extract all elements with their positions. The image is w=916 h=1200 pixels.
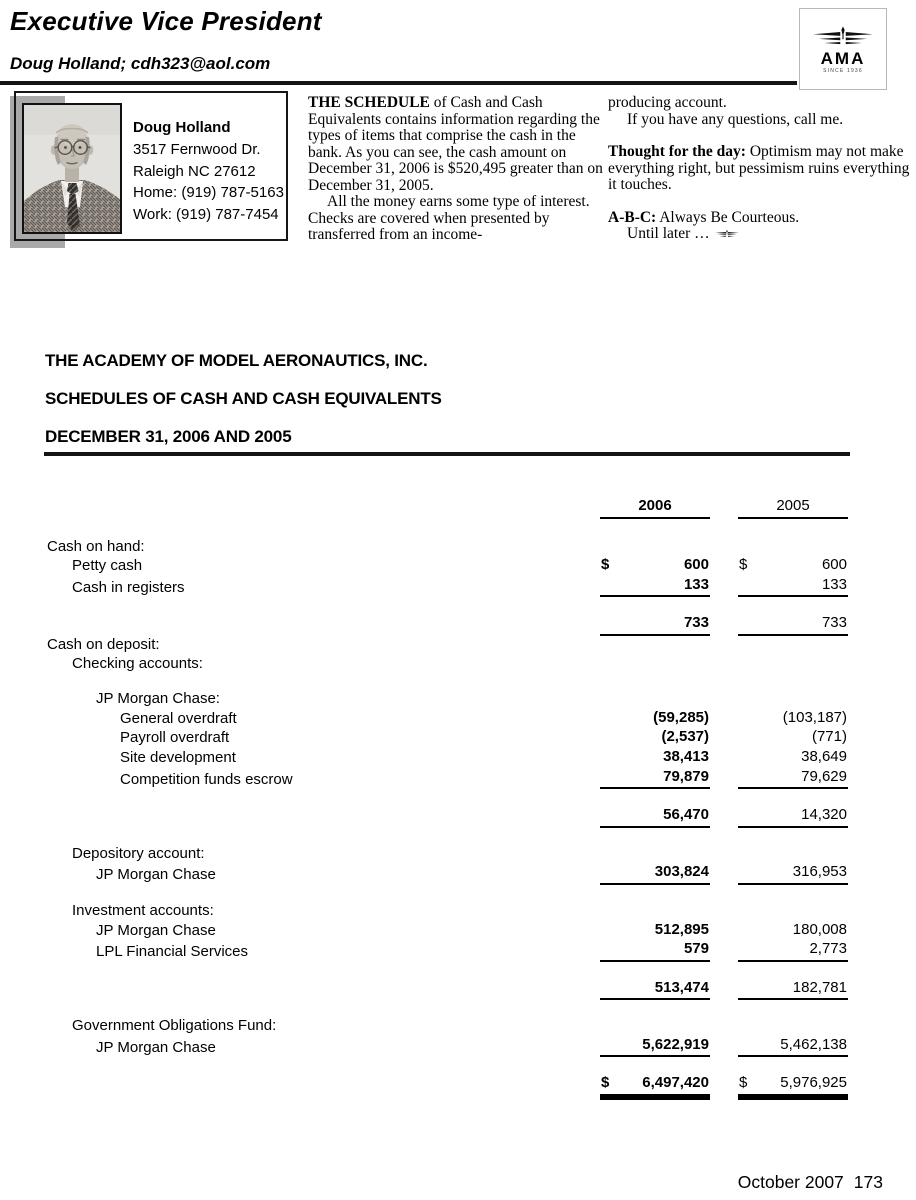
amount-2006: [600, 979, 710, 1001]
article-lead: THE SCHEDULE: [308, 94, 430, 111]
page-title: Executive Vice President: [10, 6, 322, 36]
schedule-row: [47, 940, 848, 962]
amount-value: 2,773: [809, 940, 847, 958]
schedule-row: [47, 1036, 848, 1058]
amount-2005: [738, 576, 848, 598]
amount-value: 79,879: [663, 767, 709, 785]
footer-issue: October 2007: [737, 1172, 844, 1192]
ama-logo-text: AMA: [820, 48, 866, 68]
currency-sign: $: [739, 556, 748, 574]
amount-2006: [600, 614, 710, 636]
footer-page-number: 173: [853, 1172, 883, 1192]
amount-value: 316,953: [792, 863, 847, 881]
article-paragraph: All the money earns some type of interest. Checks are covered when presented by transferred from an income-: [308, 193, 590, 243]
amount-2005: [738, 940, 848, 962]
schedule-org-name: THE ACADEMY OF MODEL AERONAUTICS, INC.: [45, 351, 428, 370]
schedule-row: [47, 728, 848, 748]
amount-2005: [738, 806, 848, 828]
amount-value: (103,187): [782, 708, 847, 726]
contact-info: [133, 117, 284, 226]
schedule-row: [47, 655, 848, 674]
contact-address-line1: 3517 Fernwood Dr.: [133, 140, 261, 158]
amount-2005: [738, 654, 848, 655]
article-paragraph: THE SCHEDULE of Cash and Cash Equivalents contains information regarding the types of items that comprise the cash in the bank. As you can see, the cash amount on December 31, 2006 is $520,495 greater than on December 31, 2005.: [308, 94, 603, 194]
row-label: Cash in registers: [72, 578, 185, 596]
currency-sign: $: [601, 1074, 610, 1092]
schedule-row: [47, 845, 848, 864]
row-label: JP Morgan Chase: [96, 1038, 216, 1056]
amount-2006: [600, 768, 710, 790]
thought-for-the-day: Thought for the day: Optimism may not make everything right, but pessimism ruins everything it touches.: [608, 143, 910, 193]
row-label: Government Obligations Fund:: [72, 1017, 277, 1035]
amount-value: 5,622,919: [642, 1035, 709, 1053]
amount-2006: [600, 940, 710, 962]
amount-value: (771): [811, 728, 847, 746]
amount-value: 303,824: [654, 863, 709, 881]
amount-2006: [600, 863, 710, 885]
amount-2006: [600, 654, 710, 655]
amount-2006: [600, 1036, 710, 1058]
row-label: General overdraft: [120, 709, 237, 727]
amount-value: (59,285): [653, 708, 709, 726]
row-label: Investment accounts:: [72, 901, 214, 919]
amount-2005: [738, 768, 848, 790]
amount-value: 512,895: [654, 920, 709, 938]
currency-sign: $: [739, 1074, 748, 1092]
row-label: JP Morgan Chase: [96, 866, 216, 884]
amount-value: 579: [683, 940, 709, 958]
schedule-period: DECEMBER 31, 2006 AND 2005: [45, 427, 292, 446]
amount-2006: [600, 728, 710, 748]
schedule-row: [47, 921, 848, 941]
amount-value: 600: [821, 556, 847, 574]
amount-value: 5,976,925: [780, 1074, 847, 1092]
row-label: Depository account:: [72, 844, 205, 862]
amount-value: 133: [683, 575, 709, 593]
schedule-row: [47, 614, 848, 636]
amount-value: 513,474: [654, 978, 709, 996]
schedule-title: SCHEDULES OF CASH AND CASH EQUIVALENTS: [45, 389, 442, 408]
amount-value: 182,781: [792, 978, 847, 996]
amount-value: 56,470: [663, 806, 709, 824]
schedule-row: [47, 863, 848, 885]
schedule-top-rule: [44, 452, 850, 456]
contact-home-phone: Home: (919) 787-5163: [133, 184, 284, 202]
author-photo: [22, 103, 122, 234]
article-column-2: [608, 95, 910, 243]
schedule-row: [47, 576, 848, 598]
article-column-1: [308, 95, 603, 244]
amount-value: 6,497,420: [642, 1074, 709, 1092]
amount-value: 733: [683, 614, 709, 632]
contact-address-line2: Raleigh NC 27612: [133, 162, 256, 180]
row-label: Checking accounts:: [72, 654, 203, 672]
row-label: Cash on deposit:: [47, 635, 160, 653]
schedule-row: [47, 690, 848, 709]
schedule-row: [47, 709, 848, 729]
amount-2006: [600, 806, 710, 828]
ama-wings-icon: [810, 25, 876, 49]
amount-2006: [600, 748, 710, 768]
schedule-row: [47, 1017, 848, 1036]
schedule-row: [47, 538, 848, 557]
amount-2005: [738, 1036, 848, 1058]
amount-value: 733: [821, 614, 847, 632]
ama-wings-icon: [714, 229, 740, 239]
article-paragraph: If you have any questions, call me.: [627, 110, 844, 128]
row-label: Competition funds escrow: [120, 770, 293, 788]
contact-work-phone: Work: (919) 787-7454: [133, 206, 279, 224]
amount-2005: [738, 709, 848, 729]
amount-value: (2,537): [661, 728, 709, 746]
amount-2006: [600, 1074, 710, 1096]
amount-2005: [738, 921, 848, 941]
amount-2005: [738, 748, 848, 768]
contact-name: Doug Holland: [133, 119, 231, 136]
schedule-total-row: [47, 1074, 848, 1096]
ama-logo-since: SINCE 1936: [823, 67, 863, 74]
schedule-row: [47, 979, 848, 1001]
row-label: LPL Financial Services: [96, 943, 249, 961]
amount-2005: [738, 863, 848, 885]
schedule-row: [47, 636, 848, 655]
amount-2006: 2006: [600, 497, 710, 519]
row-label: Petty cash: [72, 557, 143, 575]
amount-value: 180,008: [792, 920, 847, 938]
abc-line: A-B-C: Always Be Courteous.: [608, 208, 800, 226]
amount-2005: [738, 728, 848, 748]
amount-2005: [738, 614, 848, 636]
schedule-row: [47, 806, 848, 828]
amount-2005: [738, 556, 848, 576]
schedule-row: [47, 748, 848, 768]
amount-value: 600: [683, 556, 709, 574]
amount-value: 38,649: [801, 747, 847, 765]
schedule-row: [47, 768, 848, 790]
currency-sign: $: [601, 556, 610, 574]
amount-2006: [600, 556, 710, 576]
row-label: JP Morgan Chase:: [96, 690, 220, 708]
cash-schedule-table: [47, 497, 848, 1096]
amount-2006: [600, 921, 710, 941]
amount-value: 133: [821, 575, 847, 593]
amount-value: 5,462,138: [780, 1035, 847, 1053]
header-rule: [0, 81, 797, 85]
amount-value: 79,629: [801, 767, 847, 785]
amount-2005: 2005: [738, 497, 848, 519]
row-label: Payroll overdraft: [120, 729, 230, 747]
amount-value: 14,320: [801, 806, 847, 824]
closing-line: Until later …: [608, 226, 910, 243]
amount-2005: [738, 979, 848, 1001]
row-label: Site development: [120, 748, 236, 766]
schedule-column-headers: [47, 497, 848, 519]
amount-2005: [738, 1074, 848, 1096]
amount-value: 38,413: [663, 747, 709, 765]
row-label: Cash on hand:: [47, 537, 145, 555]
amount-2006: [600, 576, 710, 598]
amount-2006: [600, 672, 710, 673]
schedule-row: [47, 556, 848, 576]
schedule-row: [47, 902, 848, 921]
amount-2005: [738, 672, 848, 673]
row-label: JP Morgan Chase: [96, 921, 216, 939]
amount-2006: [600, 709, 710, 729]
page-footer: [738, 1172, 883, 1193]
author-byline: Doug Holland; cdh323@aol.com: [10, 54, 271, 73]
article-paragraph: producing account.: [608, 94, 727, 111]
ama-logo: [799, 8, 887, 90]
